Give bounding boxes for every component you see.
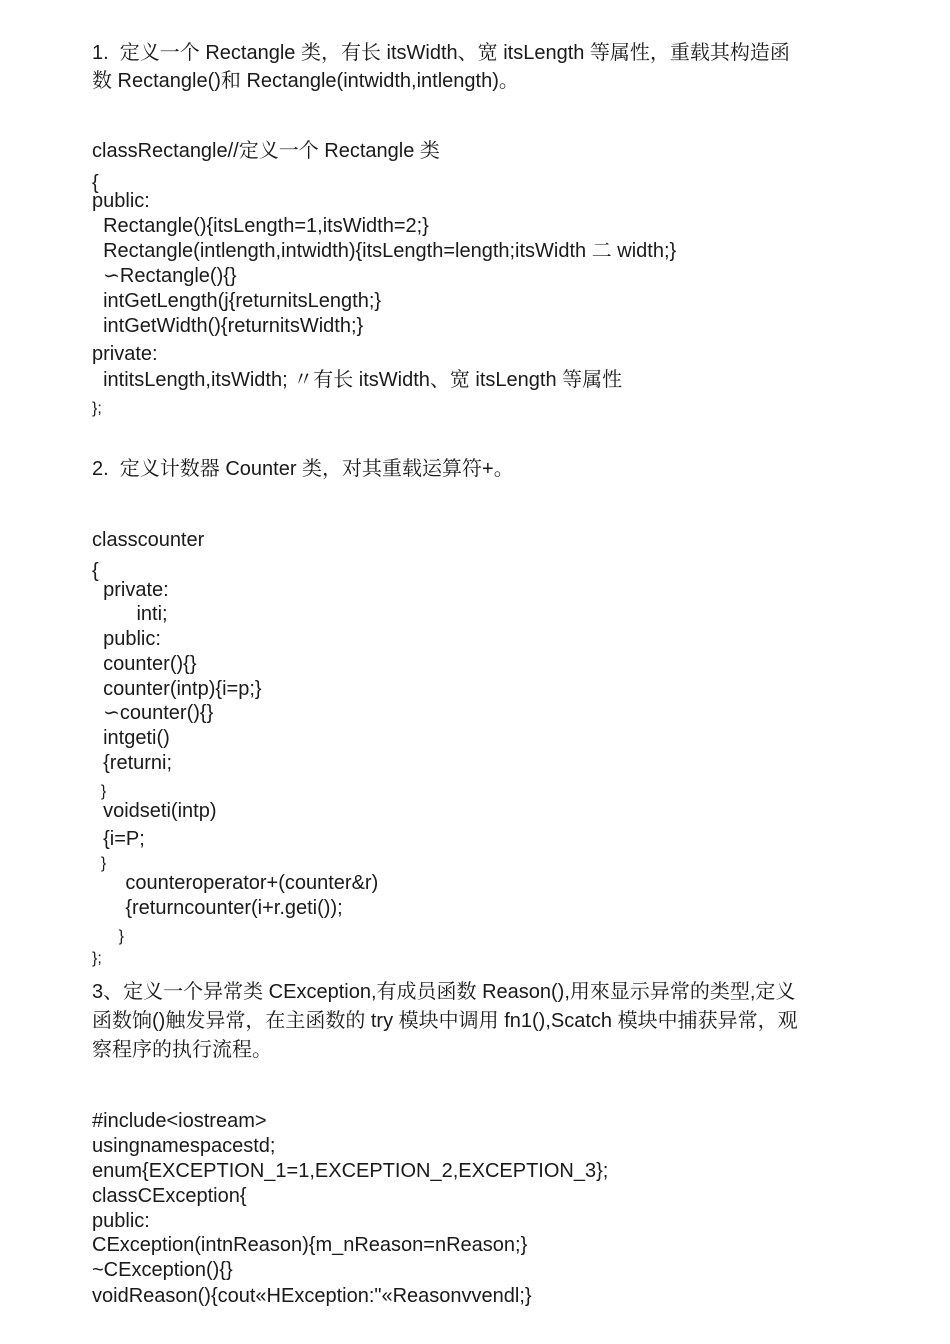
code3-line: #include<iostream>	[92, 1110, 267, 1132]
code1-line: private:	[92, 343, 158, 365]
code2-line: intgeti()	[92, 727, 170, 749]
code2-line: voidseti(intp)	[92, 800, 217, 822]
q3-text-line-1: 3、定义一个异常类 CException,有成员函数 Reason(),用來显示异常的类型,定义	[92, 981, 796, 1003]
code3-line: ~CException(){}	[92, 1259, 233, 1281]
code3-line: CException(intnReason){m_nReason=nReason;}	[92, 1234, 528, 1256]
code2-line: };	[92, 950, 102, 967]
code1-line: ∽Rectangle(){}	[92, 265, 237, 287]
code1-line: classRectangle//定义一个 Rectangle 类	[92, 140, 440, 162]
code2-line: }	[92, 855, 107, 872]
q2-text-line-1: 2. 定义计数器 Counter 类，对其重载运算符+。	[92, 458, 514, 480]
code1-line: public:	[92, 190, 150, 212]
code2-line: {i=P;	[92, 828, 145, 850]
code3-line: classCException{	[92, 1185, 247, 1207]
code2-line: public:	[92, 628, 161, 650]
code2-line: inti;	[92, 603, 168, 625]
code2-line: }	[92, 928, 125, 945]
q3-text-line-2: 函数饷()触发异常，在主函数的 try 模块中调用 fn1(),Scatch 模块中捕获异常，观	[92, 1010, 798, 1032]
code2-line: counter(intp){i=p;}	[92, 678, 262, 700]
code1-line: Rectangle(intlength,intwidth){itsLength=length;itsWidth 二 width;}	[92, 240, 677, 262]
code2-line: }	[92, 783, 107, 800]
code1-line: intitsLength,itsWidth; 〃有长 itsWidth、宽 itsLength 等属性	[92, 369, 623, 391]
code1-line: intGetWidth(){returnitsWidth;}	[92, 315, 364, 337]
code2-line: {returni;	[92, 752, 173, 774]
code2-line: counter(){}	[92, 653, 197, 675]
code1-line: Rectangle(){itsLength=1,itsWidth=2;}	[92, 215, 429, 237]
code3-line: enum{EXCEPTION_1=1,EXCEPTION_2,EXCEPTION_3};	[92, 1160, 609, 1182]
code1-line: {	[92, 172, 99, 194]
code1-line: };	[92, 400, 102, 417]
q1-text-line-2: 数 Rectangle()和 Rectangle(intwidth,intlength)。	[92, 70, 519, 92]
code2-line: ∽counter(){}	[92, 702, 214, 724]
code2-line: counteroperator+(counter&r)	[92, 872, 379, 894]
code3-line: voidReason(){cout«HException:"«Reasonvvendl;}	[92, 1285, 532, 1307]
code2-line: {returncounter(i+r.geti());	[92, 897, 343, 919]
code2-line: private:	[92, 579, 169, 601]
code3-line: public:	[92, 1210, 150, 1232]
q3-text-line-3: 察程序的执行流程。	[92, 1039, 272, 1061]
code3-line: usingnamespacestd;	[92, 1135, 276, 1157]
code2-line: classcounter	[92, 529, 205, 551]
code1-line: intGetLength(j{returnitsLength;}	[92, 290, 382, 312]
code2-line: {	[92, 560, 99, 582]
q1-text-line-1: 1. 定义一个 Rectangle 类，有长 itsWidth、宽 itsLength 等属性，重载其构造函	[92, 42, 790, 64]
